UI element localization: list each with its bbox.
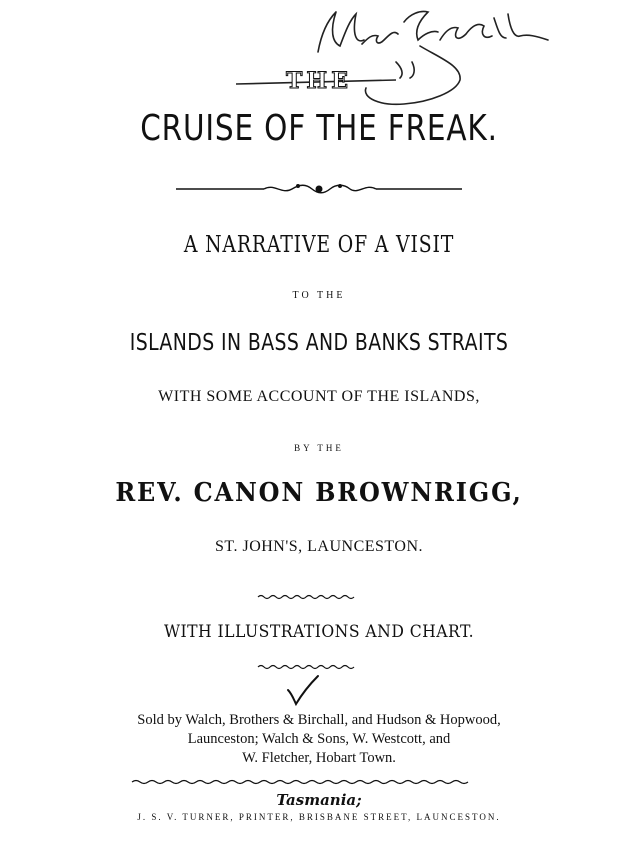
sold-by-line: Launceston; Walch & Sons, W. Westcott, and [187, 731, 451, 747]
wavy-rule [258, 666, 354, 669]
author-name: REV. CANON BROWNRIGG, [115, 478, 523, 508]
book-title: CRUISE OF THE FREAK. [140, 108, 498, 149]
heading-the: THE [286, 68, 352, 94]
subtitle-to-the: TO THE [292, 290, 346, 301]
subtitle-islands: ISLANDS IN BASS AND BANKS STRAITS [129, 330, 509, 356]
subtitle-narrative: A NARRATIVE OF A VISIT [183, 232, 455, 258]
sold-by-line: Sold by Walch, Brothers & Birchall, and Hudson & Hopwood, [137, 712, 501, 728]
check-mark [288, 676, 318, 704]
sold-by-line: W. Fletcher, Hobart Town. [242, 750, 396, 766]
subtitle-account: WITH SOME ACCOUNT OF THE ISLANDS, [158, 388, 480, 405]
author-affiliation: ST. JOHN'S, LAUNCESTON. [214, 538, 424, 555]
illustrations-note: WITH ILLUSTRATIONS AND CHART. [163, 622, 475, 642]
wavy-rule [258, 596, 354, 599]
by-line-label: BY THE [294, 443, 344, 453]
imprint-rule [132, 781, 468, 784]
ornamental-rule [176, 185, 462, 193]
imprint-place: Tasmania; [276, 791, 362, 809]
printer-line: J. S. V. TURNER, PRINTER, BRISBANE STREET, LAUNCESTON. [137, 812, 501, 822]
